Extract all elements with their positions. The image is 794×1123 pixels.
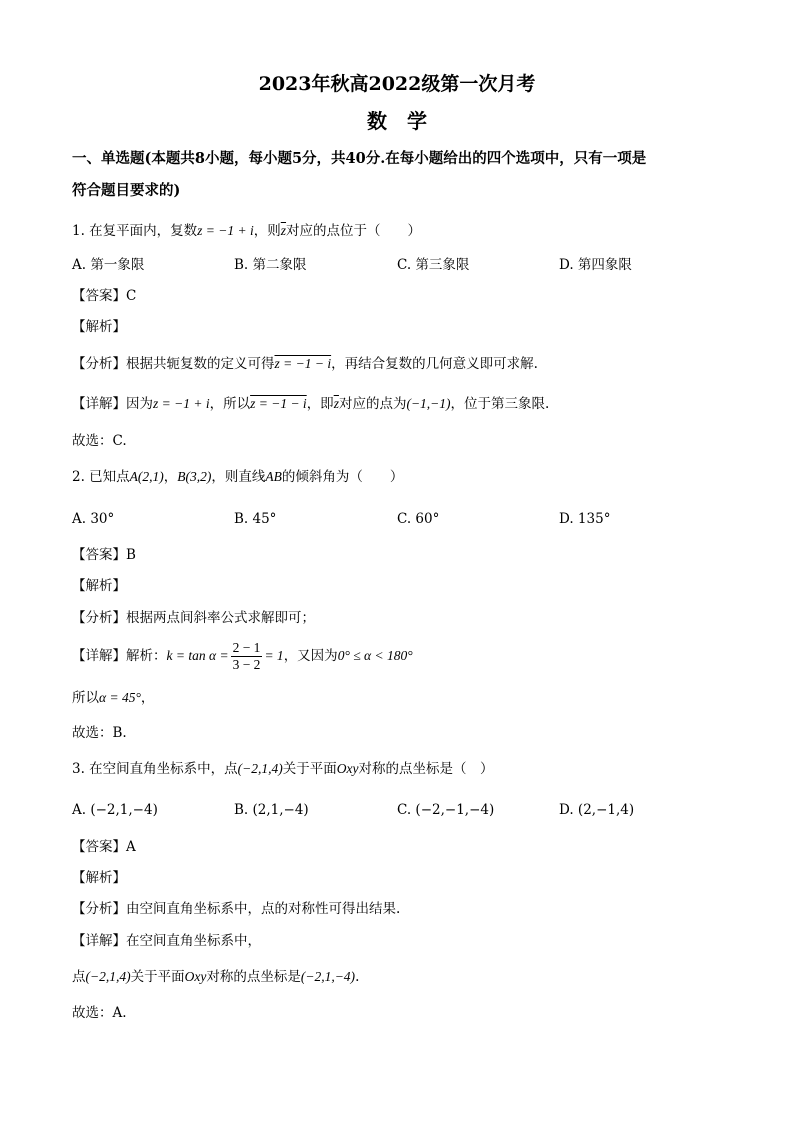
q2-point-b: B(3,2) xyxy=(177,469,212,484)
exam-title: 2023年秋高2022级第一次月考 xyxy=(258,73,536,95)
q1-option-a: A. 第一象限 xyxy=(72,257,145,273)
q3-detail-line2 xyxy=(72,968,359,986)
q1-stem-text: 1. 在复平面内，复数 xyxy=(72,223,198,239)
q1-jiexi: 【解析】 xyxy=(72,319,126,335)
q3-point: (−2,1,4) xyxy=(237,761,283,776)
q1-detail-point: (−1,−1) xyxy=(406,396,451,411)
q3-detail-plane: Oxy xyxy=(184,969,207,984)
q2-slope-result: = 1 xyxy=(264,648,284,663)
q1-analysis-math: z = −1 − i xyxy=(274,356,332,371)
q1-option-b: B. 第二象限 xyxy=(234,257,307,273)
q2-stem-text2: ，则直线 xyxy=(211,469,266,485)
q1-detail-math1: z = −1 + i xyxy=(153,396,210,411)
q1-answer: 【答案】C xyxy=(72,288,137,304)
q1-stem-text3: 对应的点位于（ ） xyxy=(286,223,422,239)
q1-detail-conj: $\overline{z}$ xyxy=(333,396,339,411)
q2-stem-sep: ， xyxy=(163,469,178,485)
q2-fraction-numerator: 2 − 1 xyxy=(232,640,261,655)
q2-option-d: D. 135° xyxy=(559,511,611,527)
q3-option-d: D. (2,−1,4) xyxy=(559,802,635,818)
q2-jiexi: 【解析】 xyxy=(72,578,126,594)
q3-plane: Oxy xyxy=(336,761,359,776)
q2-choice: 故选：B. xyxy=(72,725,127,741)
q3-option-a: A. (−2,1,−4) xyxy=(72,802,158,818)
q1-stem-math: z = −1 + i xyxy=(197,223,254,238)
q2-point-a: A(2,1) xyxy=(129,469,164,484)
q2-option-b: B. 45° xyxy=(234,511,277,527)
q1-option-d: D. 第四象限 xyxy=(559,257,632,273)
q3-detail-text2: 关于平面 xyxy=(130,969,185,985)
q1-detail-text: 【详解】因为 xyxy=(72,396,153,412)
q2-stem xyxy=(72,468,403,486)
q2-angle-range: 0° ≤ α < 180° xyxy=(337,648,413,663)
section-heading-line1: 一、单选题(本题共8小题，每小题5分，共40分.在每小题给出的四个选项中，只有一项是 xyxy=(72,150,647,167)
q2-detail-text: 【详解】解析： xyxy=(72,648,167,664)
subject-heading: 数学 xyxy=(367,109,447,133)
q3-detail-text3: 对称的点坐标是 xyxy=(206,969,301,985)
q2-option-c: C. 60° xyxy=(397,511,440,527)
q3-detail-result: (−2,1,−4) xyxy=(300,969,356,984)
q2-detail-text2: ，又因为 xyxy=(283,648,338,664)
q2-so-text: 所以 xyxy=(72,690,99,706)
q2-stem-text: 2. 已知点 xyxy=(72,469,130,485)
q2-stem-text3: 的倾斜角为（ ） xyxy=(281,469,404,485)
q3-stem-text3: 对称的点坐标是（ ） xyxy=(358,761,494,777)
q1-analysis-text: 【分析】根据共轭复数的定义可得 xyxy=(72,356,275,372)
q3-detail-point: (−2,1,4) xyxy=(85,969,131,984)
q3-stem-text: 3. 在空间直角坐标系中，点 xyxy=(72,761,238,777)
q1-detail-text5: ，位于第三象限. xyxy=(450,396,550,412)
q1-detail-text2: ，所以 xyxy=(209,396,251,412)
q2-fraction-denominator: 3 − 2 xyxy=(232,657,261,672)
q1-stem-conj: $\overline{z}$ xyxy=(280,223,287,238)
q2-so-text2: ， xyxy=(140,690,155,706)
q3-stem xyxy=(72,760,494,778)
q1-analysis-text2: ，再结合复数的几何意义即可求解. xyxy=(331,356,538,372)
q1-analysis xyxy=(72,355,538,373)
q2-fraction xyxy=(231,640,263,673)
q2-slope: k = tan α = xyxy=(166,648,229,663)
q1-detail-math2: z = −1 − i xyxy=(250,396,307,411)
q1-detail xyxy=(72,395,549,413)
q2-so-math: α = 45° xyxy=(99,690,141,705)
q1-detail-text4: 对应的点为 xyxy=(338,396,407,412)
section-heading-line2: 符合题目要求的) xyxy=(72,182,181,199)
q3-analysis: 【分析】由空间直角坐标系中，点的对称性可得出结果. xyxy=(72,901,401,917)
q1-stem-text2: ，则 xyxy=(253,223,281,239)
q3-option-b: B. (2,1,−4) xyxy=(234,802,309,818)
q2-answer: 【答案】B xyxy=(72,547,136,563)
q3-option-c: C. (−2,−1,−4) xyxy=(397,802,495,818)
q3-stem-text2: 关于平面 xyxy=(282,761,337,777)
q3-detail-text: 点 xyxy=(72,969,86,985)
q3-detail-line1: 【详解】在空间直角坐标系中， xyxy=(72,933,261,949)
q2-so xyxy=(72,689,154,707)
q3-jiexi: 【解析】 xyxy=(72,870,126,886)
q2-option-a: A. 30° xyxy=(72,511,115,527)
q2-line-ab: AB xyxy=(265,469,282,484)
q2-detail xyxy=(72,638,413,674)
q3-choice: 故选：A. xyxy=(72,1005,127,1021)
q1-choice: 故选：C. xyxy=(72,433,127,449)
q1-detail-text3: ，即 xyxy=(306,396,334,412)
q1-option-c: C. 第三象限 xyxy=(397,257,470,273)
q3-answer: 【答案】A xyxy=(72,839,136,855)
q1-stem xyxy=(72,222,421,240)
q3-detail-text4: . xyxy=(355,969,360,985)
q2-analysis: 【分析】根据两点间斜率公式求解即可； xyxy=(72,610,315,626)
